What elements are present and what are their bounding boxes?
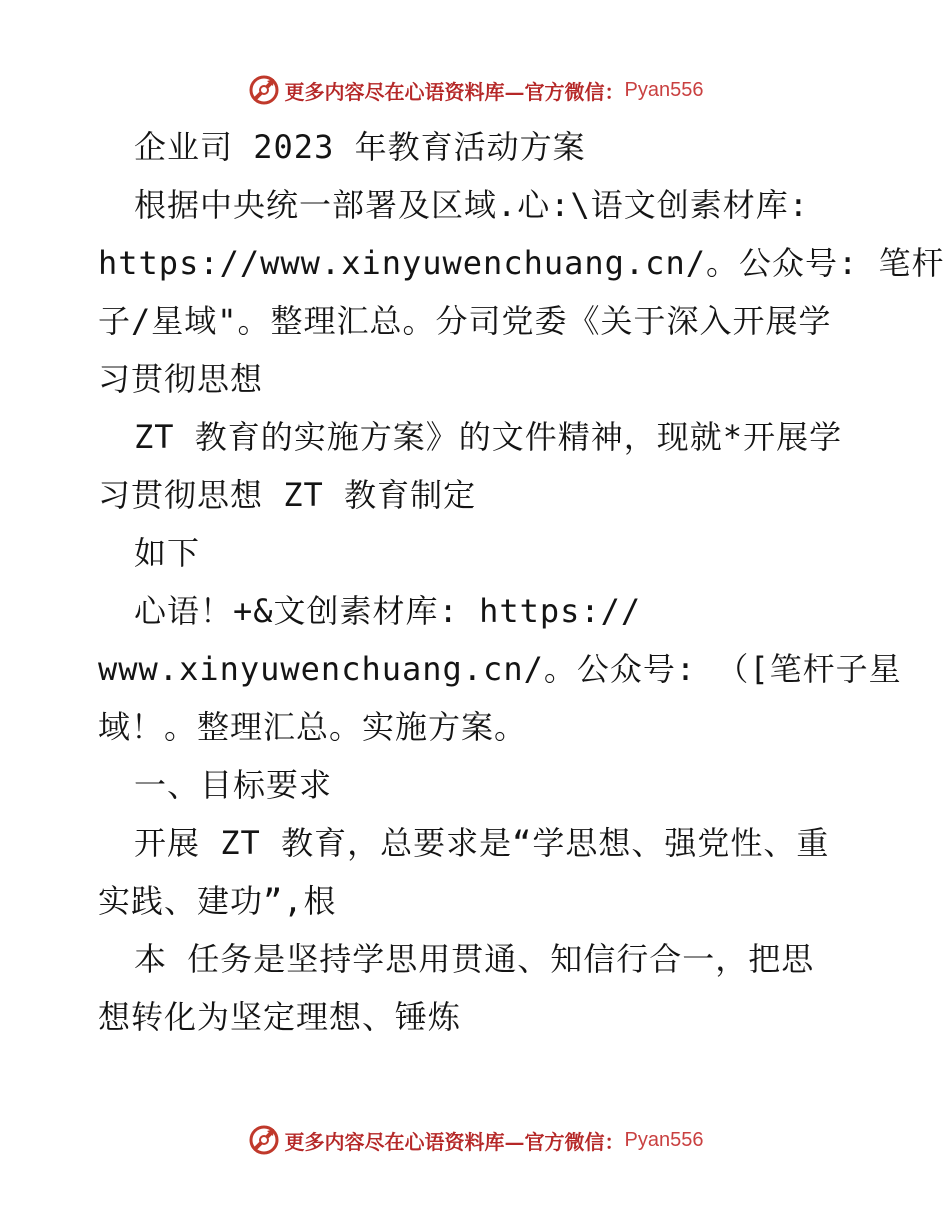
paragraph-line: 子/星域"。整理汇总。分司党委《关于深入开展学: [98, 302, 832, 340]
paragraph-line: 本 任务是坚持学思用贯通、知信行合一，把思: [134, 940, 815, 978]
paragraph-line: www.xinyuwenchuang.cn/。公众号: （[笔杆子星: [98, 650, 902, 688]
banner-text: 更多内容尽在心语资料库—官方微信：: [284, 1129, 625, 1154]
paragraph-line: https://www.xinyuwenchuang.cn/。公众号: 笔杆: [98, 244, 945, 282]
paragraph-line: 如下: [134, 534, 201, 572]
document-title: 企业司 2023 年教育活动方案: [134, 128, 586, 166]
section-heading: 一、目标要求: [134, 766, 333, 804]
banner-wechat-id: Pyan556: [624, 78, 704, 101]
paragraph-line: 想转化为坚定理想、锤炼: [98, 998, 462, 1036]
paragraph-line: 实践、建功”,根: [98, 882, 337, 920]
paragraph-line: 根据中央统一部署及区域.心:\语文创素材库:: [134, 186, 810, 224]
banner-text: 更多内容尽在心语资料库—官方微信：: [284, 79, 625, 104]
paragraph-line: 开展 ZT 教育，总要求是“学思想、强党性、重: [134, 824, 830, 862]
brand-logo-icon: [247, 73, 281, 107]
paragraph-line: 域！。整理汇总。实施方案。: [98, 708, 528, 746]
paragraph-line: 习贯彻思想: [98, 360, 264, 398]
paragraph-line: ZT 教育的实施方案》的文件精神，现就*开展学: [134, 418, 843, 456]
banner-wechat-id: Pyan556: [624, 1128, 704, 1151]
header-banner: [0, 70, 950, 110]
paragraph-line: 习贯彻思想 ZT 教育制定: [98, 476, 477, 514]
footer-banner: [0, 1120, 950, 1160]
brand-logo-icon: [247, 1123, 281, 1157]
paragraph-line: 心语！+&文创素材库: https://: [134, 592, 642, 630]
